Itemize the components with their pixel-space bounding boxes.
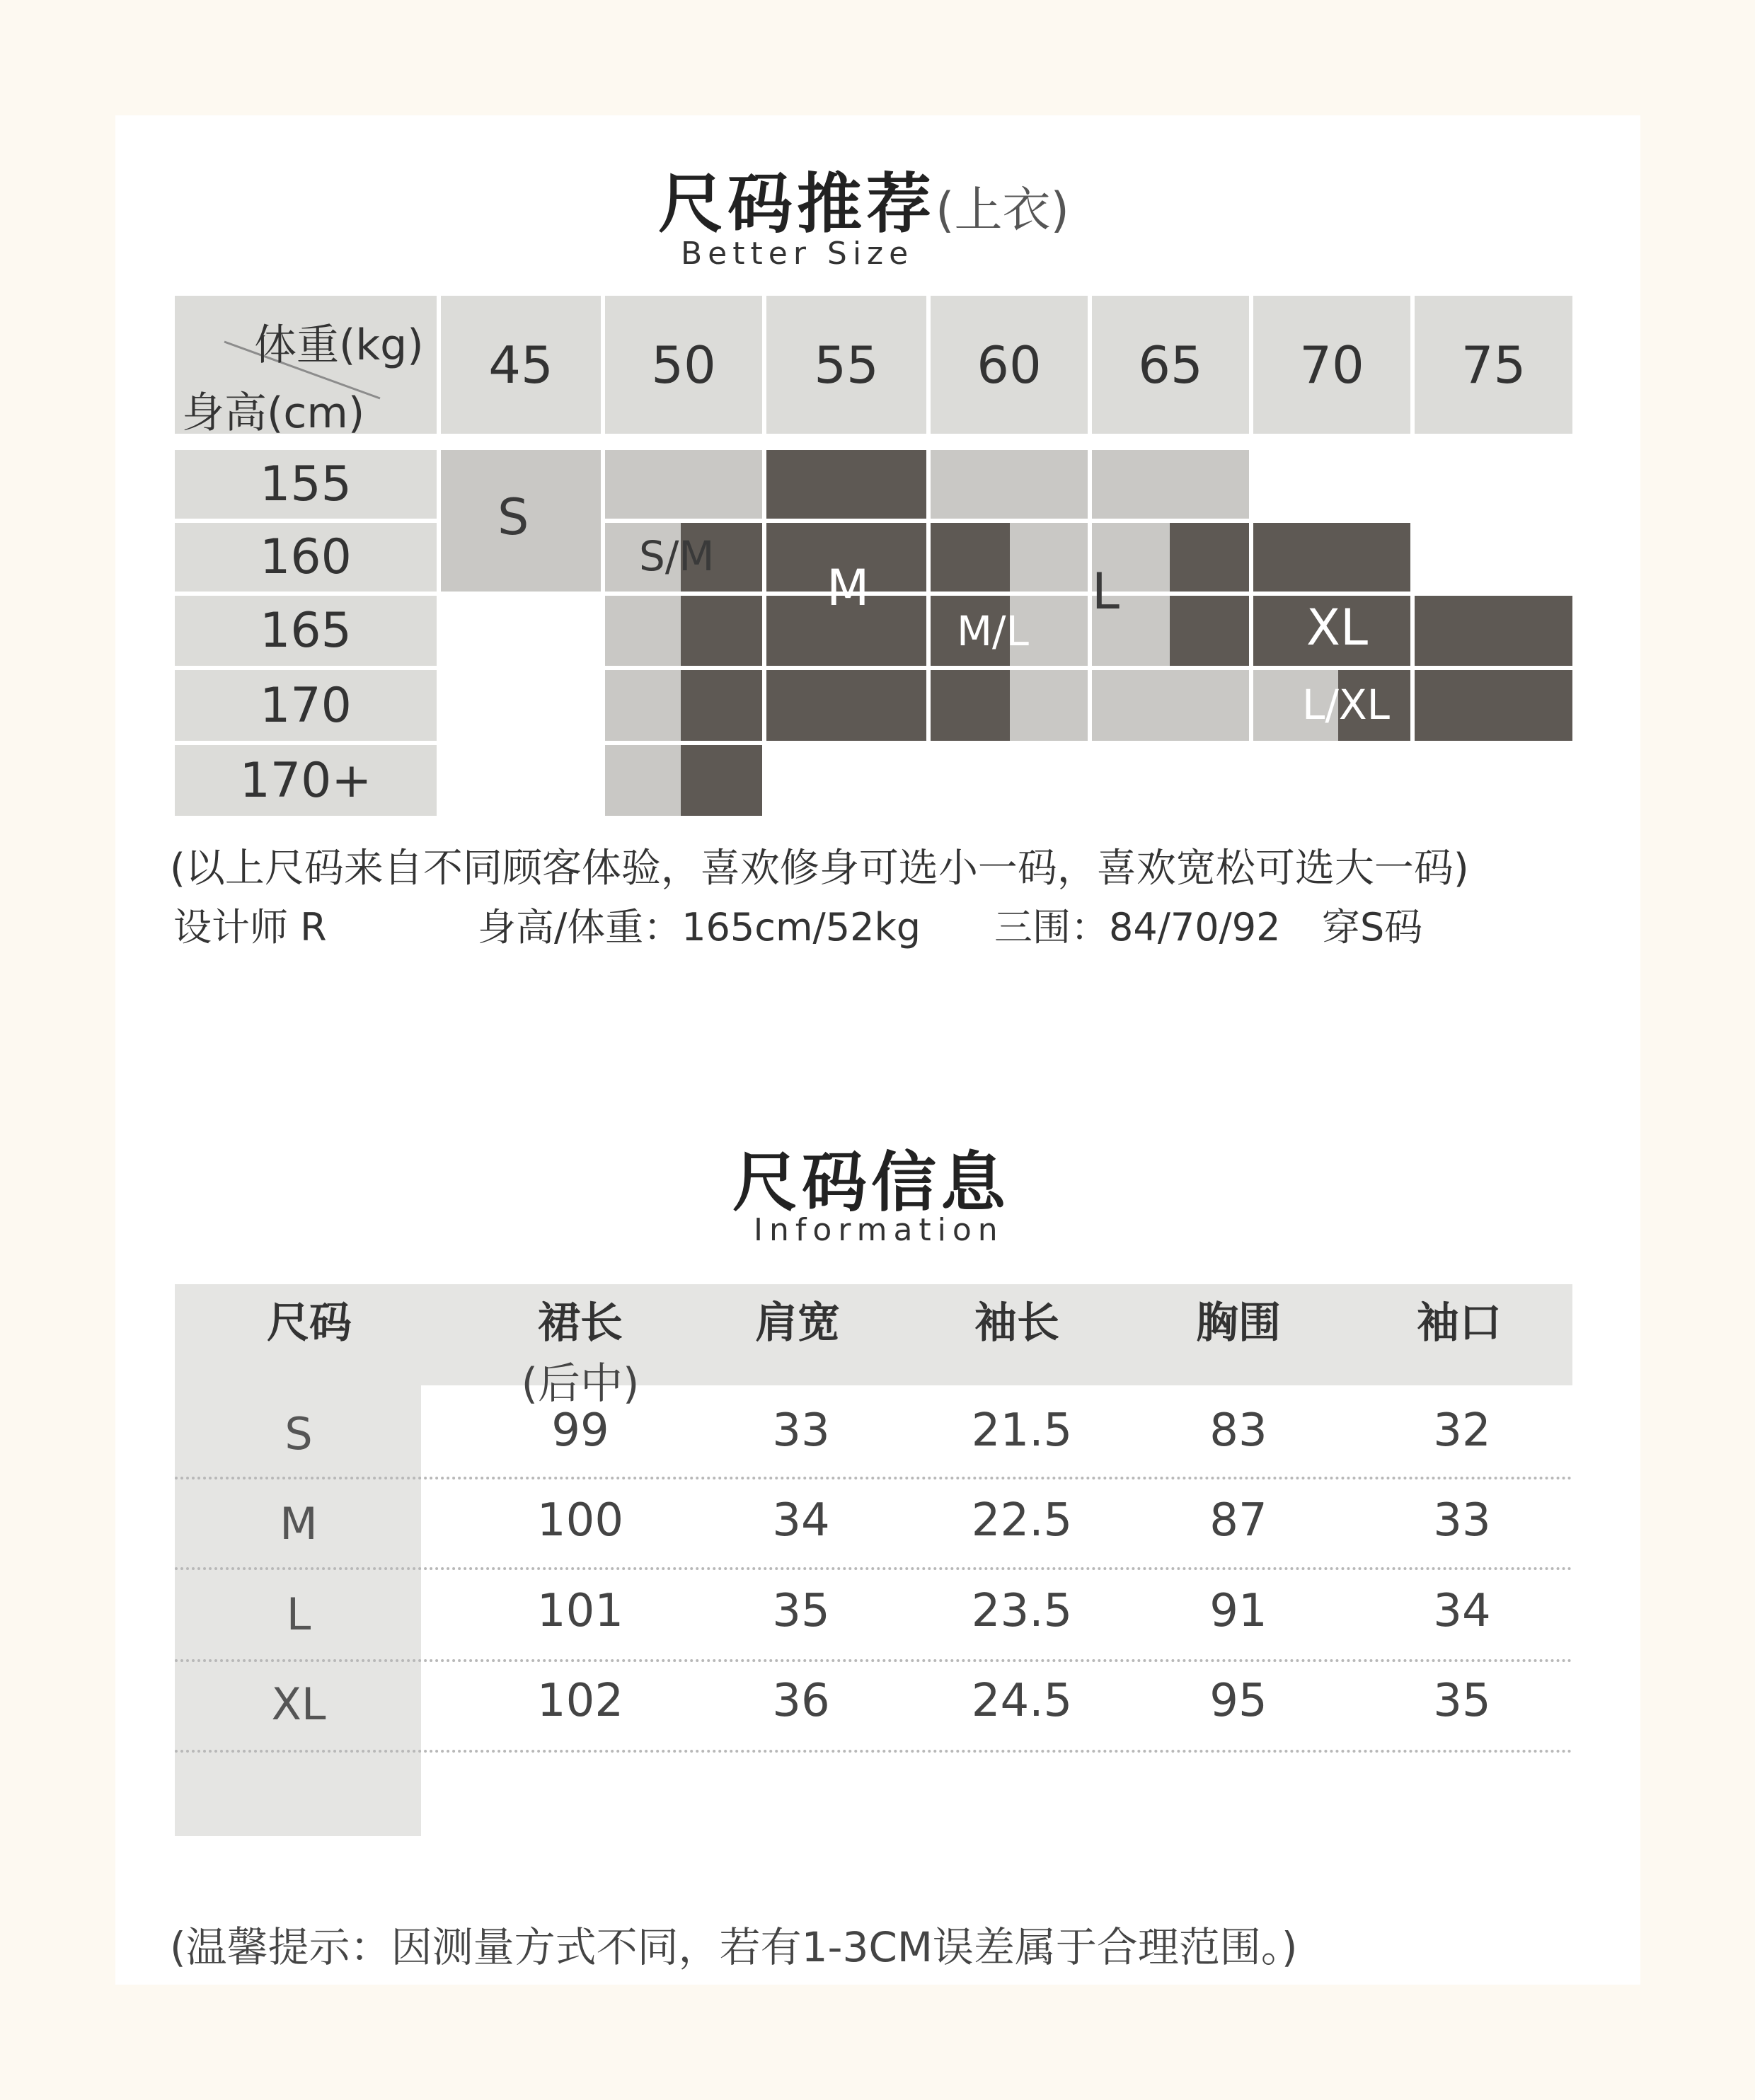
info-cell: 35 (1433, 1675, 1491, 1727)
designer-height-weight: 身高/体重：165cm/52kg (478, 905, 921, 950)
weight-header-65: 65 (1092, 296, 1249, 434)
size-label-m: M (827, 559, 870, 617)
designer-size: 穿S码 (1322, 905, 1423, 950)
height-label-165: 165 (175, 596, 437, 666)
weight-header-50: 50 (605, 296, 762, 434)
size-cell (605, 670, 681, 741)
weight-header-60: 60 (931, 296, 1088, 434)
height-label-170plus: 170+ (175, 745, 437, 816)
size-cell (605, 596, 681, 666)
height-label-155: 155 (175, 450, 437, 519)
info-cell: 34 (1433, 1585, 1491, 1637)
size-label-lxl: L/XL (1302, 681, 1390, 729)
height-label-160: 160 (175, 523, 437, 592)
grid-corner-cell (175, 296, 437, 434)
size-cell (1170, 523, 1249, 592)
info-cell: 100 (536, 1494, 624, 1547)
info-title: 尺码信息 (732, 1145, 1011, 1221)
size-label-sm: S/M (639, 532, 715, 580)
corner-height-label: 身高(cm) (182, 388, 365, 434)
designer-name: 设计师 R (173, 905, 327, 950)
size-cell (1170, 596, 1249, 666)
info-header-length (474, 1289, 686, 1411)
info-subtitle: Information (754, 1212, 1004, 1248)
measurement-tip: (温馨提示：因测量方式不同，若有1-3CM误差属于合理范围。) (170, 1923, 1298, 1971)
info-row-size: XL (271, 1678, 326, 1730)
size-cell (681, 596, 762, 666)
size-cell (1253, 523, 1410, 592)
info-header-sleeve: 袖长 (974, 1298, 1059, 1348)
info-cell: 34 (772, 1494, 830, 1547)
info-row-size: M (280, 1498, 318, 1550)
size-cell (1415, 596, 1572, 666)
info-cell: 87 (1209, 1494, 1267, 1547)
row-divider (175, 1567, 1572, 1570)
info-cell: 33 (1433, 1494, 1491, 1547)
info-cell: 32 (1433, 1404, 1491, 1457)
info-cell: 102 (536, 1675, 624, 1727)
info-cell: 83 (1209, 1404, 1267, 1457)
info-cell: 22.5 (971, 1494, 1073, 1547)
recommend-title (658, 152, 1069, 246)
size-cell (931, 450, 1088, 519)
weight-header-45: 45 (441, 296, 601, 434)
size-cell (605, 745, 681, 816)
info-header-length-label: 裙长 (538, 1298, 623, 1348)
size-cell (1092, 450, 1249, 519)
size-cell (931, 670, 1010, 741)
row-divider (175, 1659, 1572, 1662)
recommend-title-paren: (上衣) (936, 183, 1070, 238)
weight-header-70: 70 (1253, 296, 1410, 434)
size-label-xl: XL (1306, 599, 1368, 657)
size-cell (681, 670, 762, 741)
info-header-cuff: 袖口 (1417, 1298, 1502, 1348)
size-cell (1415, 670, 1572, 741)
info-row-size: S (284, 1408, 313, 1460)
info-header-shoulder: 肩宽 (755, 1298, 840, 1348)
size-label-l: L (1092, 562, 1120, 621)
weight-header-55: 55 (766, 296, 926, 434)
info-cell: 21.5 (971, 1404, 1073, 1457)
info-cell: 24.5 (971, 1675, 1073, 1727)
height-label-170: 170 (175, 670, 437, 741)
info-cell: 99 (551, 1404, 609, 1457)
size-cell (766, 450, 926, 519)
size-cell (931, 523, 1010, 592)
info-cell: 95 (1209, 1675, 1267, 1727)
corner-weight-label: 体重(kg) (254, 321, 424, 370)
size-cell (766, 670, 926, 741)
weight-header-75: 75 (1415, 296, 1572, 434)
size-cell (681, 745, 762, 816)
row-divider (175, 1477, 1572, 1479)
recommend-subtitle: Better Size (681, 236, 914, 272)
size-cell (605, 450, 762, 519)
info-cell: 35 (772, 1585, 830, 1637)
info-cell: 91 (1209, 1585, 1267, 1637)
designer-measurements: 三围：84/70/92 (994, 905, 1281, 950)
info-cell: 33 (772, 1404, 830, 1457)
info-header-chest: 胸围 (1196, 1298, 1281, 1348)
recommend-title-text: 尺码推荐 (658, 166, 936, 242)
info-cell: 23.5 (971, 1585, 1073, 1637)
info-row-size: L (286, 1588, 311, 1640)
info-cell: 101 (536, 1585, 624, 1637)
info-header-size: 尺码 (267, 1298, 352, 1348)
size-cell (1010, 670, 1088, 741)
size-label-s: S (497, 488, 529, 546)
size-cell (1092, 670, 1249, 741)
row-divider (175, 1750, 1572, 1753)
info-header-length-sub: (后中) (521, 1359, 640, 1409)
size-label-ml: M/L (957, 607, 1029, 655)
recommend-note: (以上尺码来自不同顾客体验，喜欢修身可选小一码，喜欢宽松可选大一码) (170, 846, 1469, 892)
info-cell: 36 (772, 1675, 830, 1727)
size-cell (1010, 523, 1088, 592)
